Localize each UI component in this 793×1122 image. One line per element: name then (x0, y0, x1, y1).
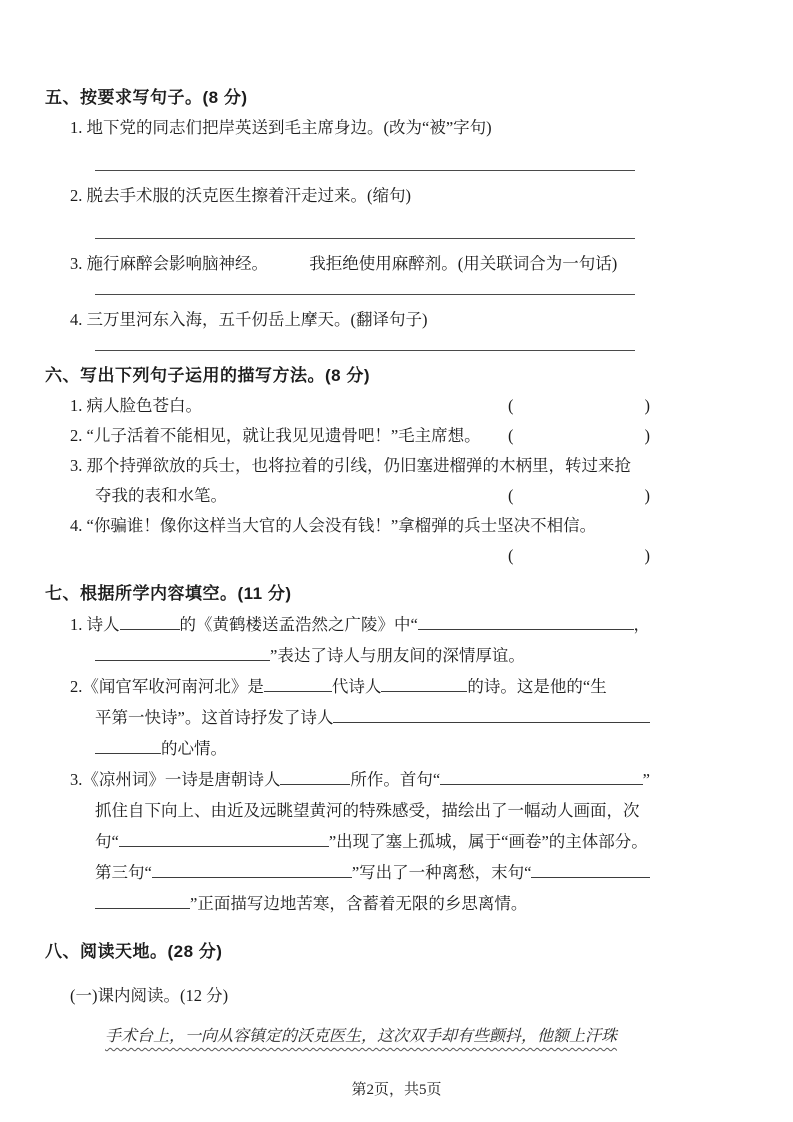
q7-2-segment: 代诗人 (331, 677, 382, 696)
q7-3-segment: 句“ (95, 832, 119, 851)
blank-field (333, 709, 650, 723)
q7-2-line3 (95, 733, 650, 764)
blank-field (95, 895, 190, 909)
paren-pair (508, 481, 650, 511)
section-8-title: 八、阅读天地。(28 分) (45, 942, 223, 961)
blank-field (95, 647, 270, 661)
section-7 (45, 579, 650, 919)
blank-field (381, 678, 467, 692)
open-paren: ( (508, 486, 514, 505)
q5-4-text: 4. 三万里河东入海，五千仞岳上摩天。(翻译句子) (70, 310, 428, 329)
blank-field (531, 864, 650, 878)
q6-2-row (70, 421, 650, 451)
open-paren: ( (508, 546, 514, 565)
reading-passage: 手术台上，一向从容镇定的沃克医生，这次双手却有些颤抖，他额上汗珠 (105, 1028, 618, 1045)
close-paren: ) (644, 486, 650, 505)
paren-pair (508, 541, 650, 571)
q7-2-segment: 的诗。这是他的“生 (467, 677, 607, 696)
q6-3-row-line2 (95, 481, 650, 511)
blank-field (264, 678, 332, 692)
q7-3-line1 (70, 764, 650, 795)
q5-2-text: 2. 脱去手术服的沃克医生擦着汗走过来。(缩句) (70, 186, 411, 205)
q7-3-line4 (95, 857, 650, 888)
q7-2-line1 (70, 671, 650, 702)
q7-1-segment: ”表达了诗人与朋友间的深情厚谊。 (270, 646, 525, 665)
q5-3-text: 3. 施行麻醉会影响脑神经。 我拒绝使用麻醉剂。(用关联词合为一句话) (70, 254, 618, 273)
page-footer: 第2页，共5页 (351, 1082, 442, 1098)
section-5-title: 五、按要求写句子。(8 分) (45, 88, 248, 107)
blank-field (119, 833, 329, 847)
q7-3-line5 (95, 888, 650, 919)
q7-3-line2: 抓住自下向上、由近及远眺望黄河的特殊感受，描绘出了一幅动人画面，次 (95, 801, 640, 820)
sub-section-title: (一)课内阅读。(12 分) (70, 986, 229, 1005)
section-6 (45, 361, 650, 571)
open-paren: ( (508, 426, 514, 445)
q6-2-text: 2. “儿子活着不能相见，就让我见见遗骨吧！”毛主席想。 (70, 426, 481, 445)
q7-1-line2 (95, 640, 650, 671)
blank-field (418, 616, 634, 630)
blank-field (95, 740, 161, 754)
q6-3-text-line2: 夺我的表和水笔。 (95, 486, 227, 505)
q6-3-text-line1: 3. 那个持弹欲放的兵士，也将拉着的引线，仍旧塞进榴弹的木柄里，转过来抢 (70, 456, 631, 475)
q7-3-line3 (95, 826, 650, 857)
section-6-title: 六、写出下列句子运用的描写方法。(8 分) (45, 366, 370, 385)
q7-2-segment: 平第一快诗”。这首诗抒发了诗人 (95, 708, 334, 727)
section-7-title: 七、根据所学内容填空。(11 分) (45, 584, 292, 603)
q7-1-segment: ， (633, 615, 650, 634)
answer-line (95, 217, 635, 239)
q7-1-line1 (70, 609, 650, 640)
open-paren: ( (508, 396, 514, 415)
q7-2-segment: 2.《闻官军收河南河北》是 (70, 677, 264, 696)
q7-1-segment: 的《黄鹤楼送孟浩然之广陵》中“ (179, 615, 418, 634)
q7-1-segment: 1. 诗人 (70, 615, 120, 634)
answer-line (95, 341, 635, 351)
q7-3-segment: ”写出了一种离愁，末句“ (351, 863, 532, 882)
close-paren: ) (644, 426, 650, 445)
section-5 (45, 83, 650, 351)
q7-2-segment: 的心情。 (161, 739, 227, 758)
q6-1-text: 1. 病人脸色苍白。 (70, 396, 202, 415)
answer-line (95, 285, 635, 295)
blank-field (440, 771, 642, 785)
q6-4-text: 4. “你骗谁！像你这样当大官的人会没有钱！”拿榴弹的兵士坚决不相信。 (70, 516, 597, 535)
q7-3-segment: ” (642, 770, 650, 789)
answer-line (95, 149, 635, 171)
q7-2-line2 (95, 702, 650, 733)
q7-3-segment: 第三句“ (95, 863, 152, 882)
section-8 (45, 937, 650, 1053)
blank-field (280, 771, 350, 785)
q6-1-row (70, 391, 650, 421)
blank-field (120, 616, 180, 630)
q7-3-segment: 3.《凉州词》一诗是唐朝诗人 (70, 770, 281, 789)
paren-pair (508, 391, 650, 421)
paren-pair (508, 421, 650, 451)
q6-4-paren-row (70, 541, 650, 571)
q5-1-text: 1. 地下党的同志们把岸英送到毛主席身边。(改为“被”字句) (70, 118, 492, 137)
blank-field (152, 864, 352, 878)
q7-3-segment: ”出现了塞上孤城，属于“画卷”的主体部分。 (328, 832, 648, 851)
close-paren: ) (644, 546, 650, 565)
close-paren: ) (644, 396, 650, 415)
q7-3-segment: ”正面描写边地苦寒，含蓄着无限的乡思离情。 (190, 894, 528, 913)
q7-3-segment: 所作。首句“ (350, 770, 441, 789)
